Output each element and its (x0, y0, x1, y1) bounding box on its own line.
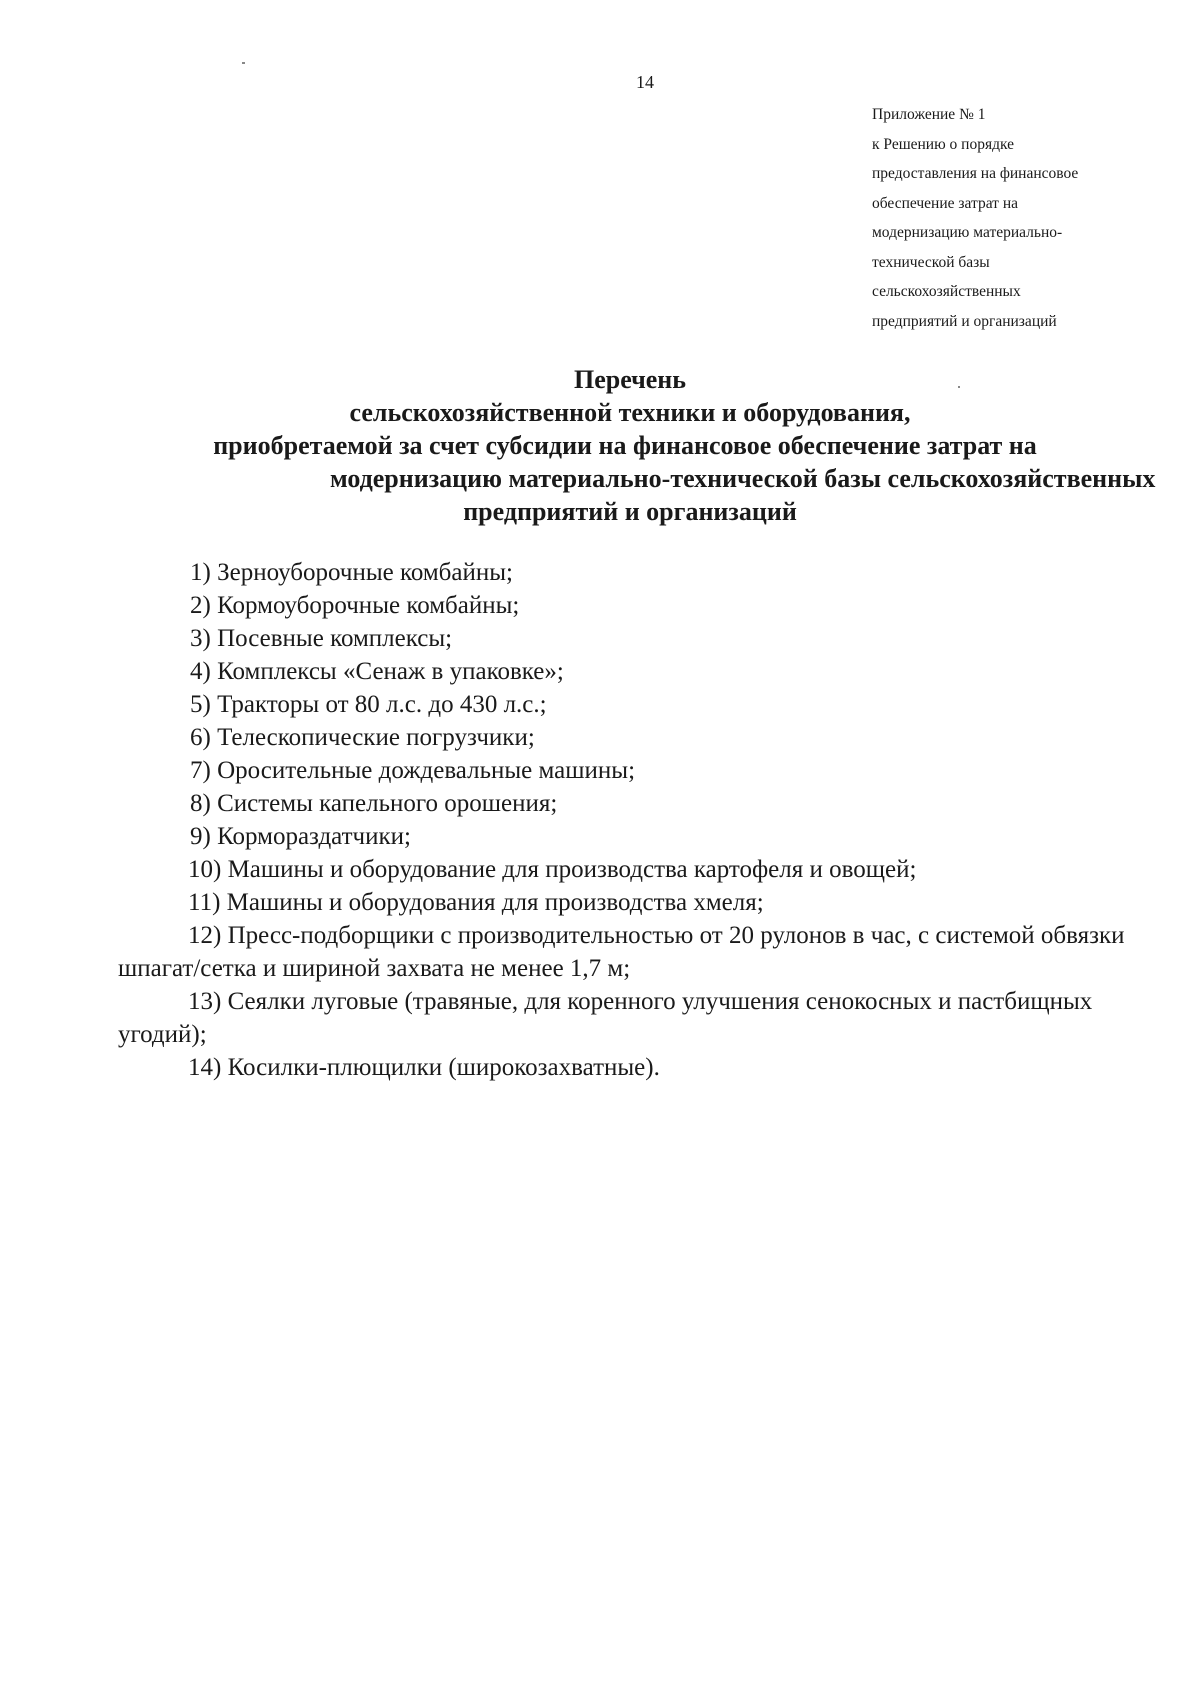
appendix-line: модернизацию материально- (872, 224, 1063, 241)
title-line: приобретаемой за счет субсидии на финансовое обеспечение затрат на (213, 431, 1037, 460)
title-line: модернизацию материально-технической базы сельскохозяйственных (330, 464, 1156, 493)
list-item: 11) Машины и оборудования для производства хмеля; (188, 889, 764, 916)
list-item: 2) Кормоуборочные комбайны; (190, 592, 520, 619)
list-item: 1) Зерноуборочные комбайны; (190, 559, 513, 586)
appendix-line: обеспечение затрат на (872, 194, 1019, 212)
list-item: 8) Системы капельного орошения; (190, 790, 558, 817)
list-item: 3) Посевные комплексы; (190, 625, 453, 652)
list-item: 13) Сеялки луговые (травяные, для коренного улучшения сенокосных и пастбищных угодий); (118, 988, 1093, 1048)
list-item: 14) Косилки-плющилки (широкозахватные). (188, 1054, 660, 1081)
title-line: сельскохозяйственной техники и оборудования, (349, 398, 911, 427)
list-item: 9) Кормораздатчики; (190, 823, 411, 850)
list-item: 6) Телескопические погрузчики; (190, 724, 535, 751)
appendix-line: предоставления на финансовое (872, 165, 1079, 182)
appendix-note (872, 100, 1172, 336)
title-line: предприятий и организаций (463, 497, 797, 526)
title-line: Перечень (573, 365, 687, 394)
list-item: 10) Машины и оборудование для производства картофеля и овощей; (188, 856, 917, 883)
appendix-line: предприятий и организаций (872, 312, 1057, 330)
list-item: 4) Комплексы «Сенаж в упаковке»; (190, 658, 564, 685)
appendix-line: сельскохозяйственных (872, 283, 1021, 300)
document-title (110, 363, 1156, 528)
scan-speck (242, 62, 245, 64)
list-item: 12) Пресс-подборщики с производительностью от 20 рулонов в час, с системой обвязки шпагат/сетка и шириной захвата не менее 1,7 м; (118, 922, 1125, 982)
list-item: 7) Оросительные дождевальные машины; (190, 757, 636, 784)
page-number: 14 (636, 72, 654, 92)
equipment-list (118, 556, 1128, 1084)
appendix-line: Приложение № 1 (872, 106, 986, 123)
appendix-line: технической базы (872, 253, 990, 271)
appendix-line: к Решению о порядке (872, 135, 1015, 153)
list-item: 5) Тракторы от 80 л.с. до 430 л.с.; (190, 691, 547, 718)
